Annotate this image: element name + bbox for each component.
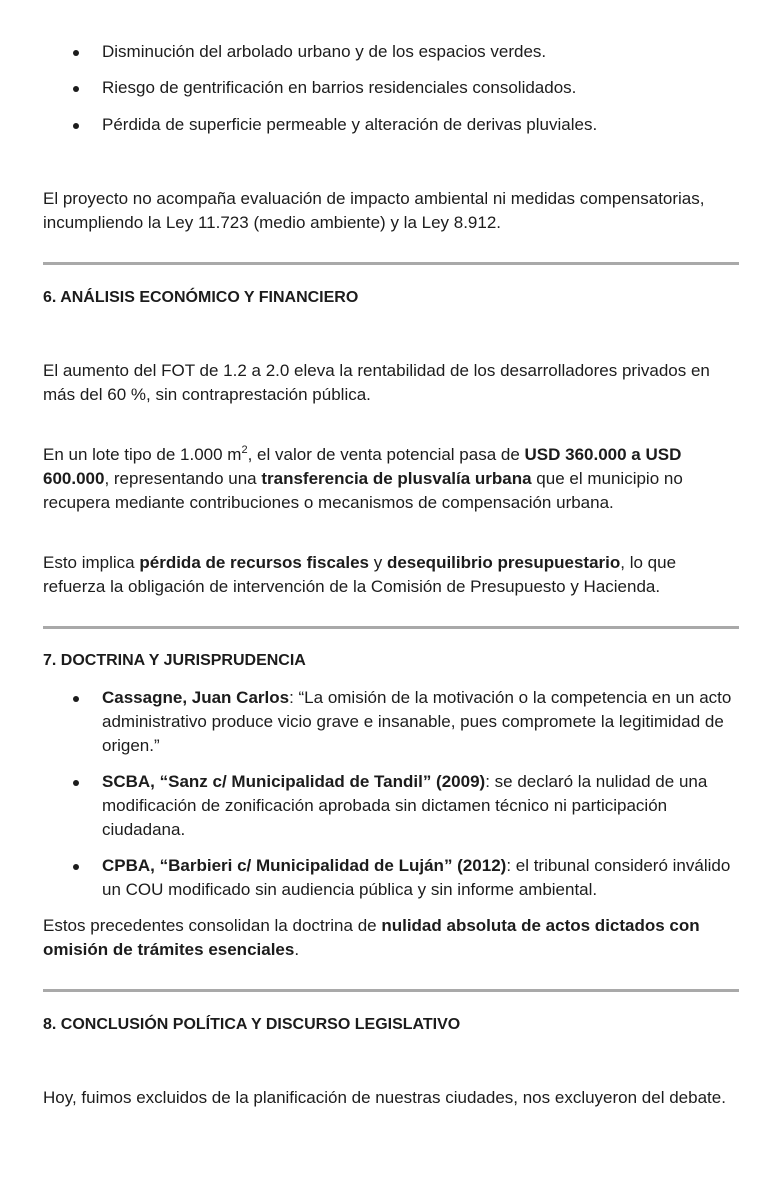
section5-paragraph: El proyecto no acompaña evaluación de impacto ambiental ni medidas compensatorias, incumpliendo la Ley 11.723 (medio ambiente) y la Ley 8.912.: [43, 189, 705, 232]
sale-value-range: USD 360.000 a USD 600.000: [43, 445, 682, 488]
section7-heading: 7. DOCTRINA Y JURISPRUDENCIA: [43, 652, 306, 669]
section6-paragraph-1: El aumento del FOT de 1.2 a 2.0 eleva la rentabilidad de los desarrolladores privados en más del 60 %, sin contraprestación pública.: [43, 361, 710, 404]
section6-heading: 6. ANÁLISIS ECONÓMICO Y FINANCIERO: [43, 289, 359, 306]
section8-paragraph-1: Hoy, fuimos excluidos de la planificación de nuestras ciudades, nos excluyeron del debate.: [43, 1088, 726, 1107]
bullet-dot: [73, 864, 79, 870]
bullet-dot: [73, 696, 79, 702]
section6-paragraph-3: Esto implica pérdida de recursos fiscales y desequilibrio presupuestario, lo que refuerza la obligación de intervención de la Comisión de Presupuesto y Hacienda.: [43, 553, 677, 596]
section8-heading: 8. CONCLUSIÓN POLÍTICA Y DISCURSO LEGISLATIVO: [43, 1016, 461, 1033]
section6-paragraph-2: En un lote tipo de 1.000 $m^2$, el valor de venta potencial pasa de USD 360.000 a USD 600.000, representando una transferencia de plusvalía urbana que el municipio no recupera mediante contribuciones o mecanismos de compensación urbana.: [43, 444, 683, 512]
plusvalia-term: transferencia de plusvalía urbana: [261, 469, 532, 488]
document-page: Disminución del arbolado urbano y de los espacios verdes. Riesgo de gentrificación en barrios residenciales consolidados. Pérdida de superficie permeable y alteración de derivas pluviales. El proyecto no acompaña evaluación de impacto ambiental ni medidas compensatorias, incumpliendo la Ley 11.723 (medio ambiente) y la Ley 8.912. 6. ANÁLISIS ECONÓMICO Y FINANCIERO El aumento del FOT de 1.2 a 2.0 eleva la rentabilidad de los desarrolladores privados en más del 60 %, sin contraprestación pública. En un lote tipo de 1.000 $m^2$, el valor de venta potencial pasa de USD 360.000 a USD 600.000, representando una transferencia de plusvalía urbana que el municipio no recupera mediante contribuciones o mecanismos de compensación urbana. Esto implica pérdida de recursos fiscales y desequilibrio presupuestario, lo que refuerza la obligación de intervención de la Comisión de Presupuesto y Hacienda. 7. DOCTRINA Y JURISPRUDENCIA Cassagne, Juan Carlos: “La omisión de la motivación o la competencia en un acto administrativo produce vicio grave e insanable, pues compromete la legitimidad de origen.” SCBA, “Sanz c/ Municipalidad de Tandil” (2009): se declaró la nulidad de una modificación de zonificación aprobada sin dictamen técnico ni participación ciudadana. CPBA, “Barbieri c/ Municipalidad de Luján” (2012): el tribunal consideró inválido un COU modificado sin audiencia pública y sin informe ambiental. Estos precedentes consolidan la doctrina de nulidad absoluta de actos dictados con omisión de trámites esenciales. 8. CONCLUSIÓN POLÍTICA Y DISCURSO LEGISLATIVO Hoy, fuimos excluidos de la planificación de nuestras ciudades, nos excluyeron del debate.: [0, 0, 784, 1200]
bullet-dot: [73, 780, 79, 786]
bullet-dot: [73, 123, 79, 129]
section-divider: [43, 626, 739, 629]
bullet-dot: [73, 86, 79, 92]
section-divider: [43, 262, 739, 265]
section-divider: [43, 989, 739, 992]
section7-closing-paragraph: Estos precedentes consolidan la doctrina de nulidad absoluta de actos dictados con omisión de trámites esenciales.: [43, 916, 700, 959]
bullet-dot: [73, 50, 79, 56]
